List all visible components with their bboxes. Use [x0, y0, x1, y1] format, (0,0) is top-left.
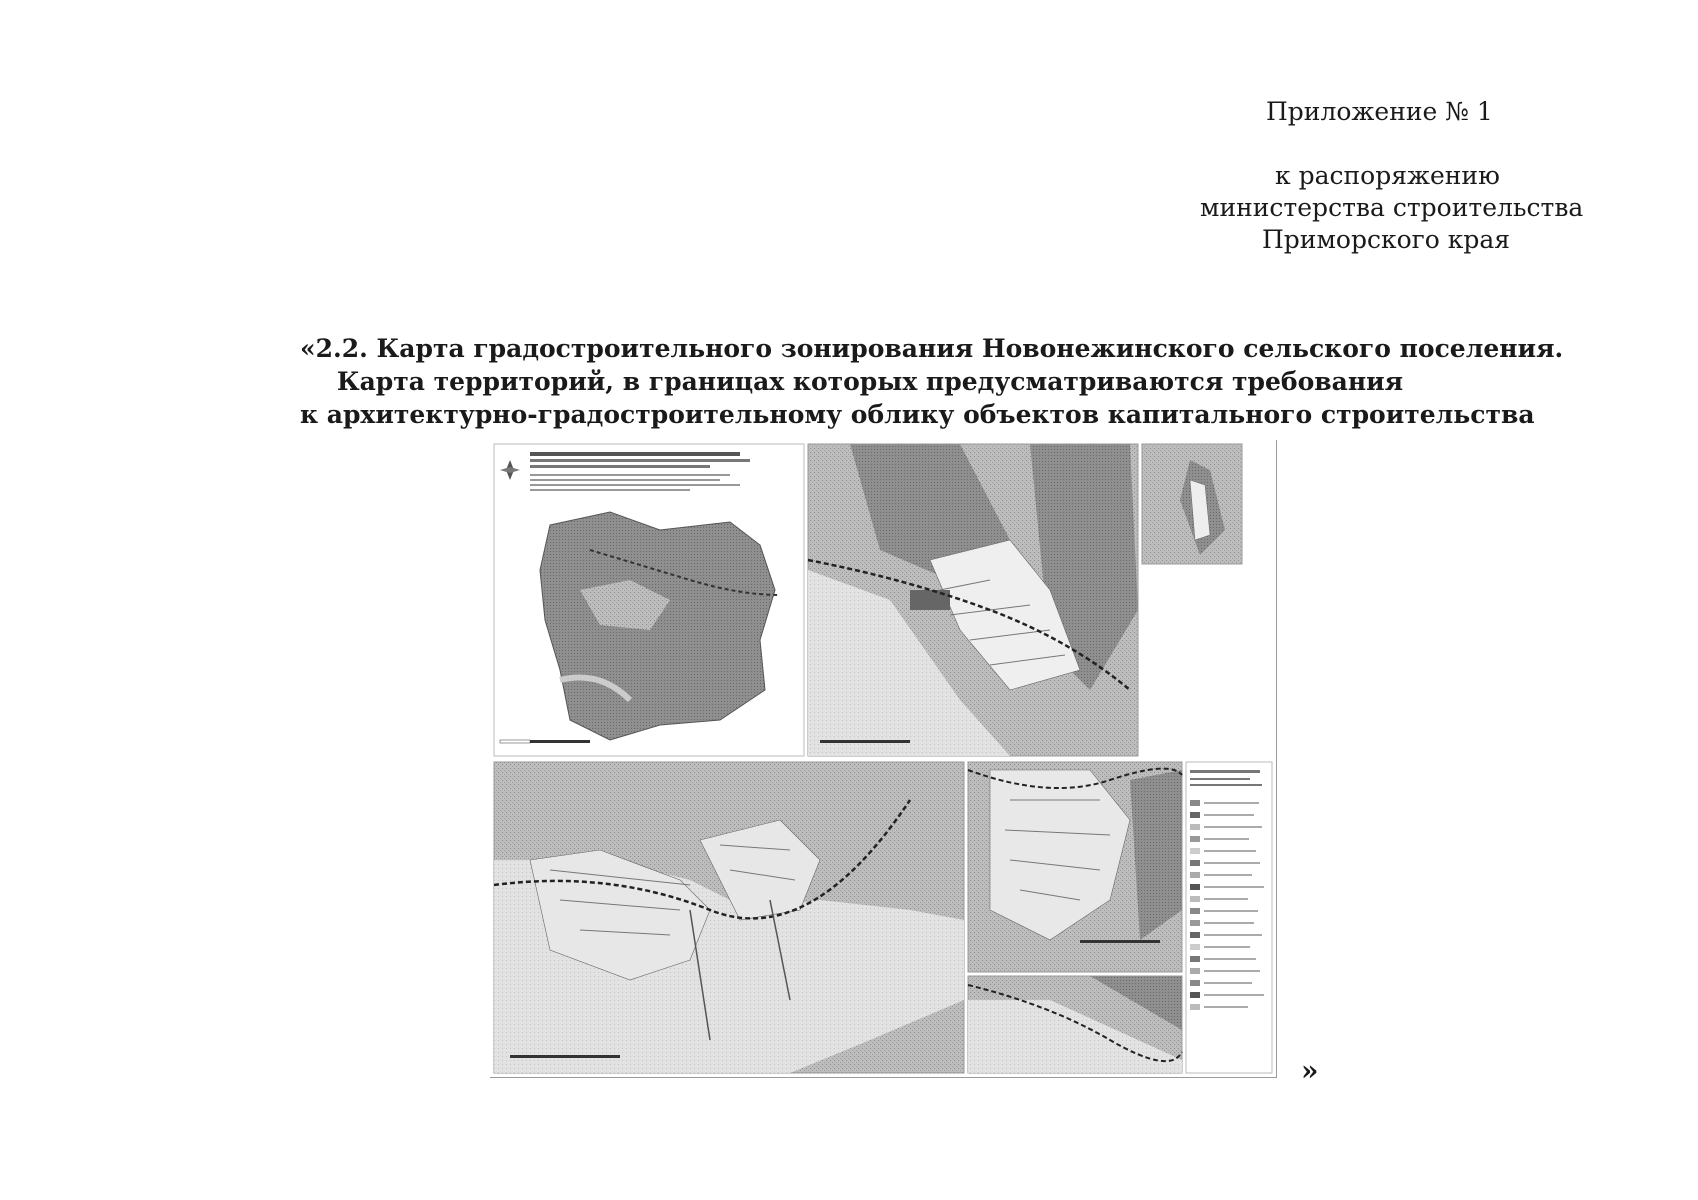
document-title — [300, 332, 1564, 431]
map-legend — [1186, 762, 1272, 1073]
map-panel-inset — [1142, 444, 1242, 564]
map-panel-village-central — [494, 762, 964, 1073]
zoning-map-drawing — [490, 440, 1276, 1077]
appendix-line-1: к распоряжению — [1275, 161, 1500, 190]
map-panel-village-north — [808, 444, 1138, 756]
appendix-line-2: министерства строительства — [1200, 193, 1584, 222]
closing-quote: » — [1301, 1054, 1319, 1087]
zoning-map-image — [490, 440, 1277, 1078]
title-line-3: к архитектурно-градостроительному облику объектов капитального строительства — [300, 400, 1535, 429]
appendix-line-3: Приморского края — [1262, 225, 1511, 254]
map-panel-railway — [968, 976, 1182, 1073]
appendix-number: Приложение № 1 — [1266, 97, 1493, 126]
map-panel-overview — [494, 444, 804, 756]
map-panel-village-east — [968, 762, 1182, 972]
title-line-1: «2.2. Карта градостроительного зонирования Новонежинского сельского поселения. — [300, 334, 1564, 363]
title-line-2: Карта территорий, в границах которых предусматриваются требования — [336, 367, 1404, 396]
